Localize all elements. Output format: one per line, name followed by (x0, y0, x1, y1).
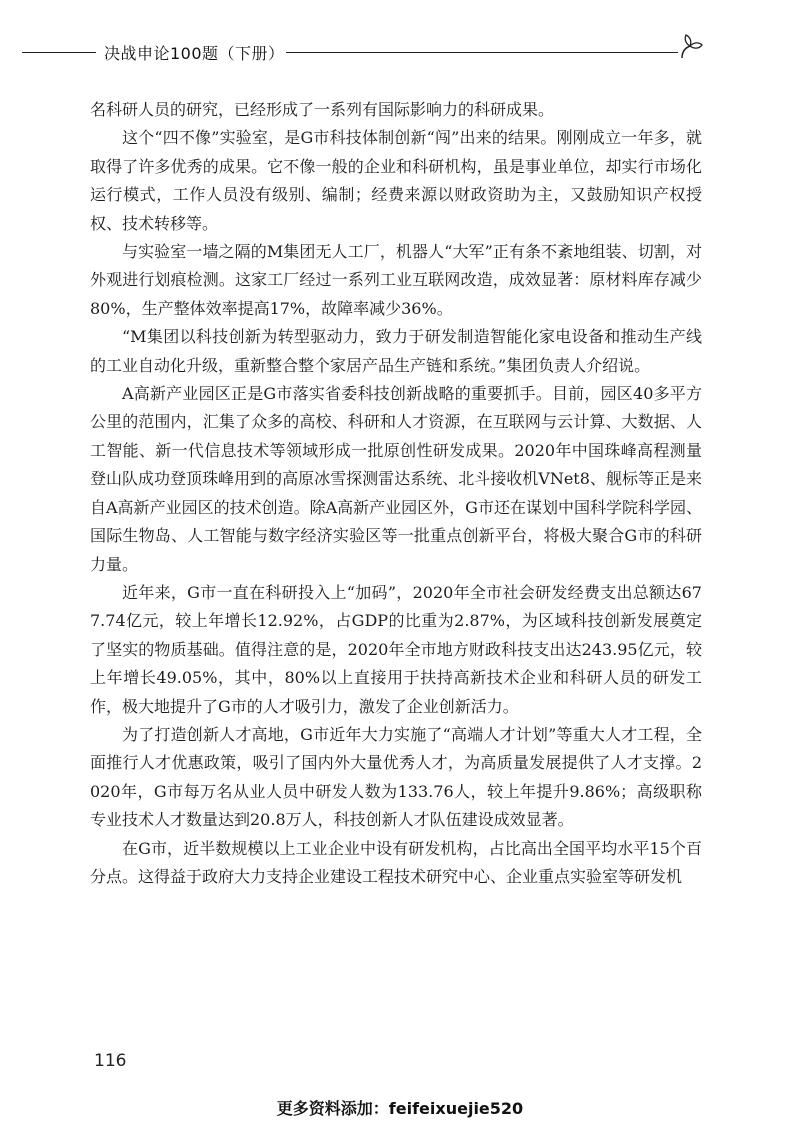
paragraph: 这个“四不像”实验室，是G市科技体制创新“闯”出来的结果。刚刚成立一年多，就取得了许多优秀的成果。它不像一般的企业和科研机构，虽是事业单位，却实行市场化运行模式，工作人员没有级别、编制；经费来源以财政资助为主，又鼓励知识产权授权、技术转移等。 (90, 128, 702, 233)
footer-note: 更多资料添加：feifeixuejie520 (276, 1099, 524, 1118)
header-rule-left (22, 52, 96, 53)
paragraph: “M集团以科技创新为转型驱动力，致力于研发制造智能化家电设备和推动生产线的工业自动化升级，重新整合整个家居产品生产链和系统。”集团负责人介绍说。 (90, 327, 702, 375)
paragraph: 在G市，近半数规模以上工业企业中设有研发机构，占比高出全国平均水平15个百分点。这得益于政府大力支持企业建设工程技术研究中心、企业重点实验室等研发机 (90, 838, 702, 886)
article-body (90, 96, 702, 891)
paragraph: 名科研人员的研究，已经形成了一系列有国际影响力的科研成果。 (90, 100, 555, 119)
book-title: 决战申论100题（下册） (104, 44, 285, 63)
paragraph: A高新产业园区正是G市落实省委科技创新战略的重要抓手。目前，园区40多平方公里的范围内，汇集了众多的高校、科研和人才资源，在互联网与云计算、大数据、人工智能、新一代信息技术等领域形成一批原创性研发成果。2020年中国珠峰高程测量登山队成功登顶珠峰用到的高原冰雪探测雷达系统、北斗接收机VNet8、舰标等正是来自A高新产业园区的技术创造。除A高新产业园区外，G市还在谋划中国科学院科学园、国际生物岛、人工智能与数字经济实验区等一批重点创新平台，将极大聚合G市的科研力量。 (90, 384, 702, 574)
paragraph: 为了打造创新人才高地，G市近年大力实施了“高端人才计划”等重大人才工程，全面推行人才优惠政策，吸引了国内外大量优秀人才，为高质量发展提供了人才支撑。2020年，G市每万名从业人员中研发人数为133.76人，较上年提升9.86%；高级职称专业技术人才数量达到20.8万人，科技创新人才队伍建设成效显著。 (90, 724, 702, 830)
header-rule-right (286, 52, 678, 53)
page-number: 116 (94, 1051, 127, 1071)
paragraph: 近年来，G市一直在科研投入上“加码”，2020年全市社会研发经费支出总额达677.74亿元，较上年增长12.92%，占GDP的比重为2.87%，为区域科技创新发展奠定了坚实的物质基础。值得注意的是，2020年全市地方财政科技支出达243.95亿元，较上年增长49.05%，其中，80%以上直接用于扶持高新技术企业和科研人员的研发工作，极大地提升了G市的人才吸引力，激发了企业创新活力。 (90, 582, 702, 716)
paragraph: 与实验室一墙之隔的M集团无人工厂，机器人“大军”正有条不紊地组装、切割，对外观进行划痕检测。这家工厂经过一系列工业互联网改造，成效显著：原材料库存减少80%，生产整体效率提高17%，故障率减少36%。 (90, 242, 702, 318)
sprout-icon (676, 32, 704, 60)
